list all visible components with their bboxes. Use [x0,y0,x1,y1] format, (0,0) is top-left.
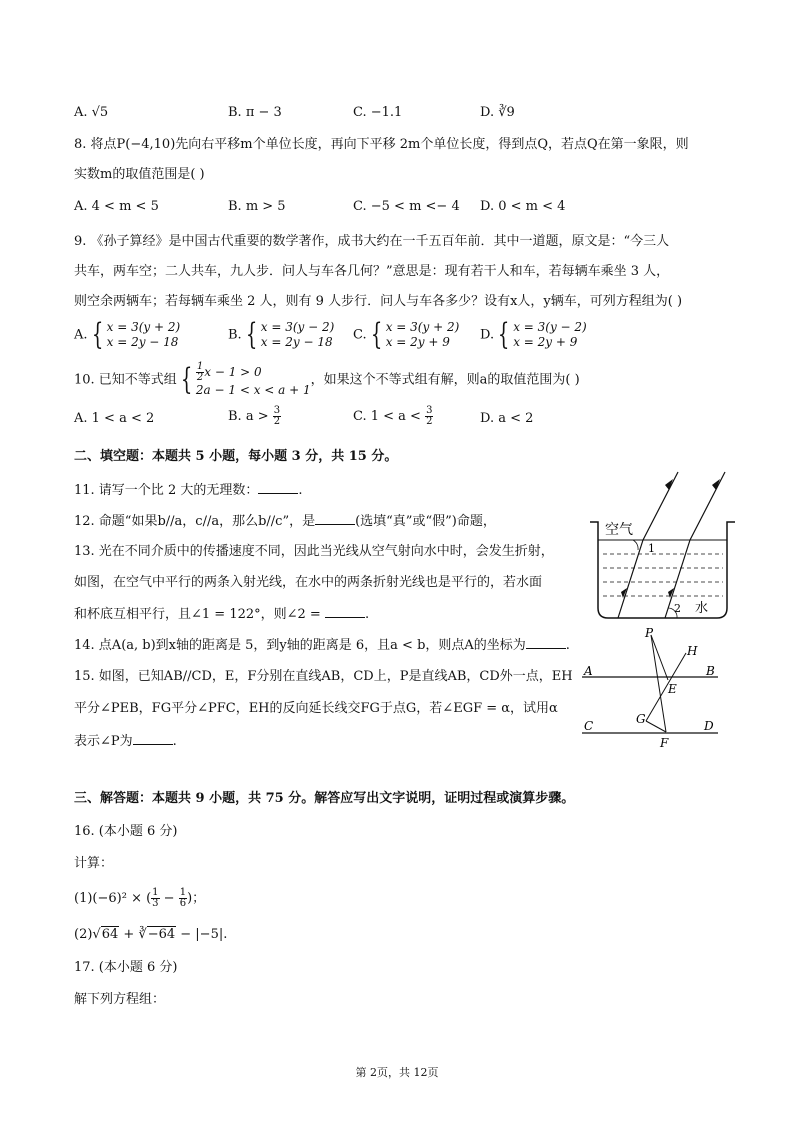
water-label: 水 [695,601,709,616]
incident-ray-1 [643,472,678,540]
q12-answer-blank[interactable] [315,512,355,525]
q15-answer-blank[interactable] [133,732,173,745]
refraction-figure [585,470,735,620]
page-footer: 第 2页，共 12页 [355,1066,439,1079]
q9-option-c: C. { x = 3(y + 2) x = 2y + 9 [353,317,460,352]
q8-line-2: 实数m的取值范围是( ) [74,167,205,182]
q14-answer-blank[interactable] [526,636,566,649]
q7-option-d: D. ∛9 [480,105,515,120]
angle-1-label: 1 [648,542,655,555]
segment-gf [646,721,666,732]
water-dashes [603,554,723,596]
q9-option-a: A. { x = 3(y + 2) x = 2y − 18 [74,317,181,352]
q10-stem: 10. 已知不等式组 { $\frac{1}{2}$ x − 1 > 0 2a − 1 < x < a + 1 ，如果这个不等式组有解，则a的取值范围为( ) [74,361,580,397]
point-b-label: B [706,664,715,678]
section-2-heading: 二、填空题：本题共 5 小题，每小题 3 分，共 15 分。 [74,449,398,464]
q8-option-b: B. m > 5 [228,199,286,214]
q10-option-d: D. a < 2 [480,411,534,426]
q10-option-a: A. 1 < a < 2 [74,411,155,426]
point-p-label: P [645,626,654,640]
segment-pf [651,635,666,732]
q9-line-2: 共车，两车空；二人共车，九人步．问人与车各几何？”意思是：现有若干人和车，若每辆车乘坐 3 人， [74,264,670,279]
q9-option-b: B. { x = 3(y − 2) x = 2y − 18 [228,317,335,352]
refracted-ray-1 [618,540,643,618]
angle-1-arc [633,540,638,550]
q15-line-3: 表示∠P为 . [74,734,177,749]
point-h-label: H [687,644,698,658]
q7-option-a: A. √5 [74,105,109,120]
incident-ray-2 [690,472,725,540]
q8-line-1: 8. 将点P(−4,10)先向右平移m个单位长度，再向下平移 2m个单位长度，得到点Q，若点Q在第一象限，则 [74,137,689,152]
q15-line-2: 平分∠PEB，FG平分∠PFC，EH的反向延长线交FG于点G，若∠EGF = α，试用α [74,701,558,716]
angle-2-label: 2 [674,602,681,615]
q11-answer-blank[interactable] [258,481,298,494]
q13-answer-blank[interactable] [325,605,365,618]
segment-pe [651,635,668,680]
q9-line-3: 则空余两辆车；若每辆车乘坐 2 人，则有 9 人步行．问人与车各多少？设有x人，y辆车，可列方程组为( ) [74,294,683,309]
q8-option-a: A. 4 < m < 5 [74,199,159,214]
q10-option-b: B. a > $\frac{3}{2}$ [228,405,281,427]
q15-line-1: 15. 如图，已知AB//CD，E，F分别在直线AB，CD上，P是直线AB，CD外一点，EH [74,669,573,684]
q11: 11. 请写一个比 2 大的无理数： . [74,483,303,498]
point-a-label: A [584,664,593,678]
q13-line-2: 如图，在空气中平行的两条入射光线，在水中的两条折射光线也是平行的，若水面 [74,575,543,590]
air-label: 空气 [605,522,633,538]
q17-text: 解下列方程组： [74,992,166,1007]
q14: 14. 点A(a, b)到x轴的距离是 5，到y轴的距离是 6，且a < b，则点A的坐标为 . [74,638,570,653]
point-f-label: F [660,736,669,750]
parallel-lines-figure [578,625,728,755]
point-g-label: G [636,712,646,726]
q10-option-c: C. 1 < a < $\frac{3}{2}$ [353,405,433,427]
q7-option-c: C. −1.1 [353,105,403,120]
q16-calc: 计算： [74,856,114,871]
point-c-label: C [584,719,594,733]
q8-option-c: C. −5 < m <− 4 [353,199,460,214]
q13-line-1: 13. 光在不同介质中的传播速度不同，因此当光线从空气射向水中时，会发生折射， [74,544,554,559]
q17-title: 17. (本小题 6 分) [74,960,178,975]
segment-hg [646,653,686,721]
point-d-label: D [704,719,714,733]
q7-option-b: B. π − 3 [228,105,282,120]
q9-line-1: 9. 《孙子算经》是中国古代重要的数学著作，成书大约在一千五百年前．其中一道题，原文是：“今三人 [74,234,670,249]
q8-option-d: D. 0 < m < 4 [480,199,566,214]
q13-line-3: 和杯底互相平行，且∠1 = 122°，则∠2 = . [74,607,370,622]
point-e-label: E [668,682,677,696]
q16-title: 16. (本小题 6 分) [74,824,178,839]
q16-part-1: (1)(−6)² × ( $\frac{1}{3}$ − $\frac{1}{6}$ )； [74,887,206,909]
q12: 12. 命题“如果b//a，c//a，那么b//c”，是 (选填“真”或“假”)命题， [74,514,496,529]
section-3-heading: 三、解答题：本题共 9 小题，共 75 分。解答应写出文字说明，证明过程或演算步骤。 [74,791,575,806]
q9-option-d: D. { x = 3(y − 2) x = 2y + 9 [480,317,587,352]
q16-part-2: (2)√64 + ∛−64 − |−5|. [74,927,228,942]
